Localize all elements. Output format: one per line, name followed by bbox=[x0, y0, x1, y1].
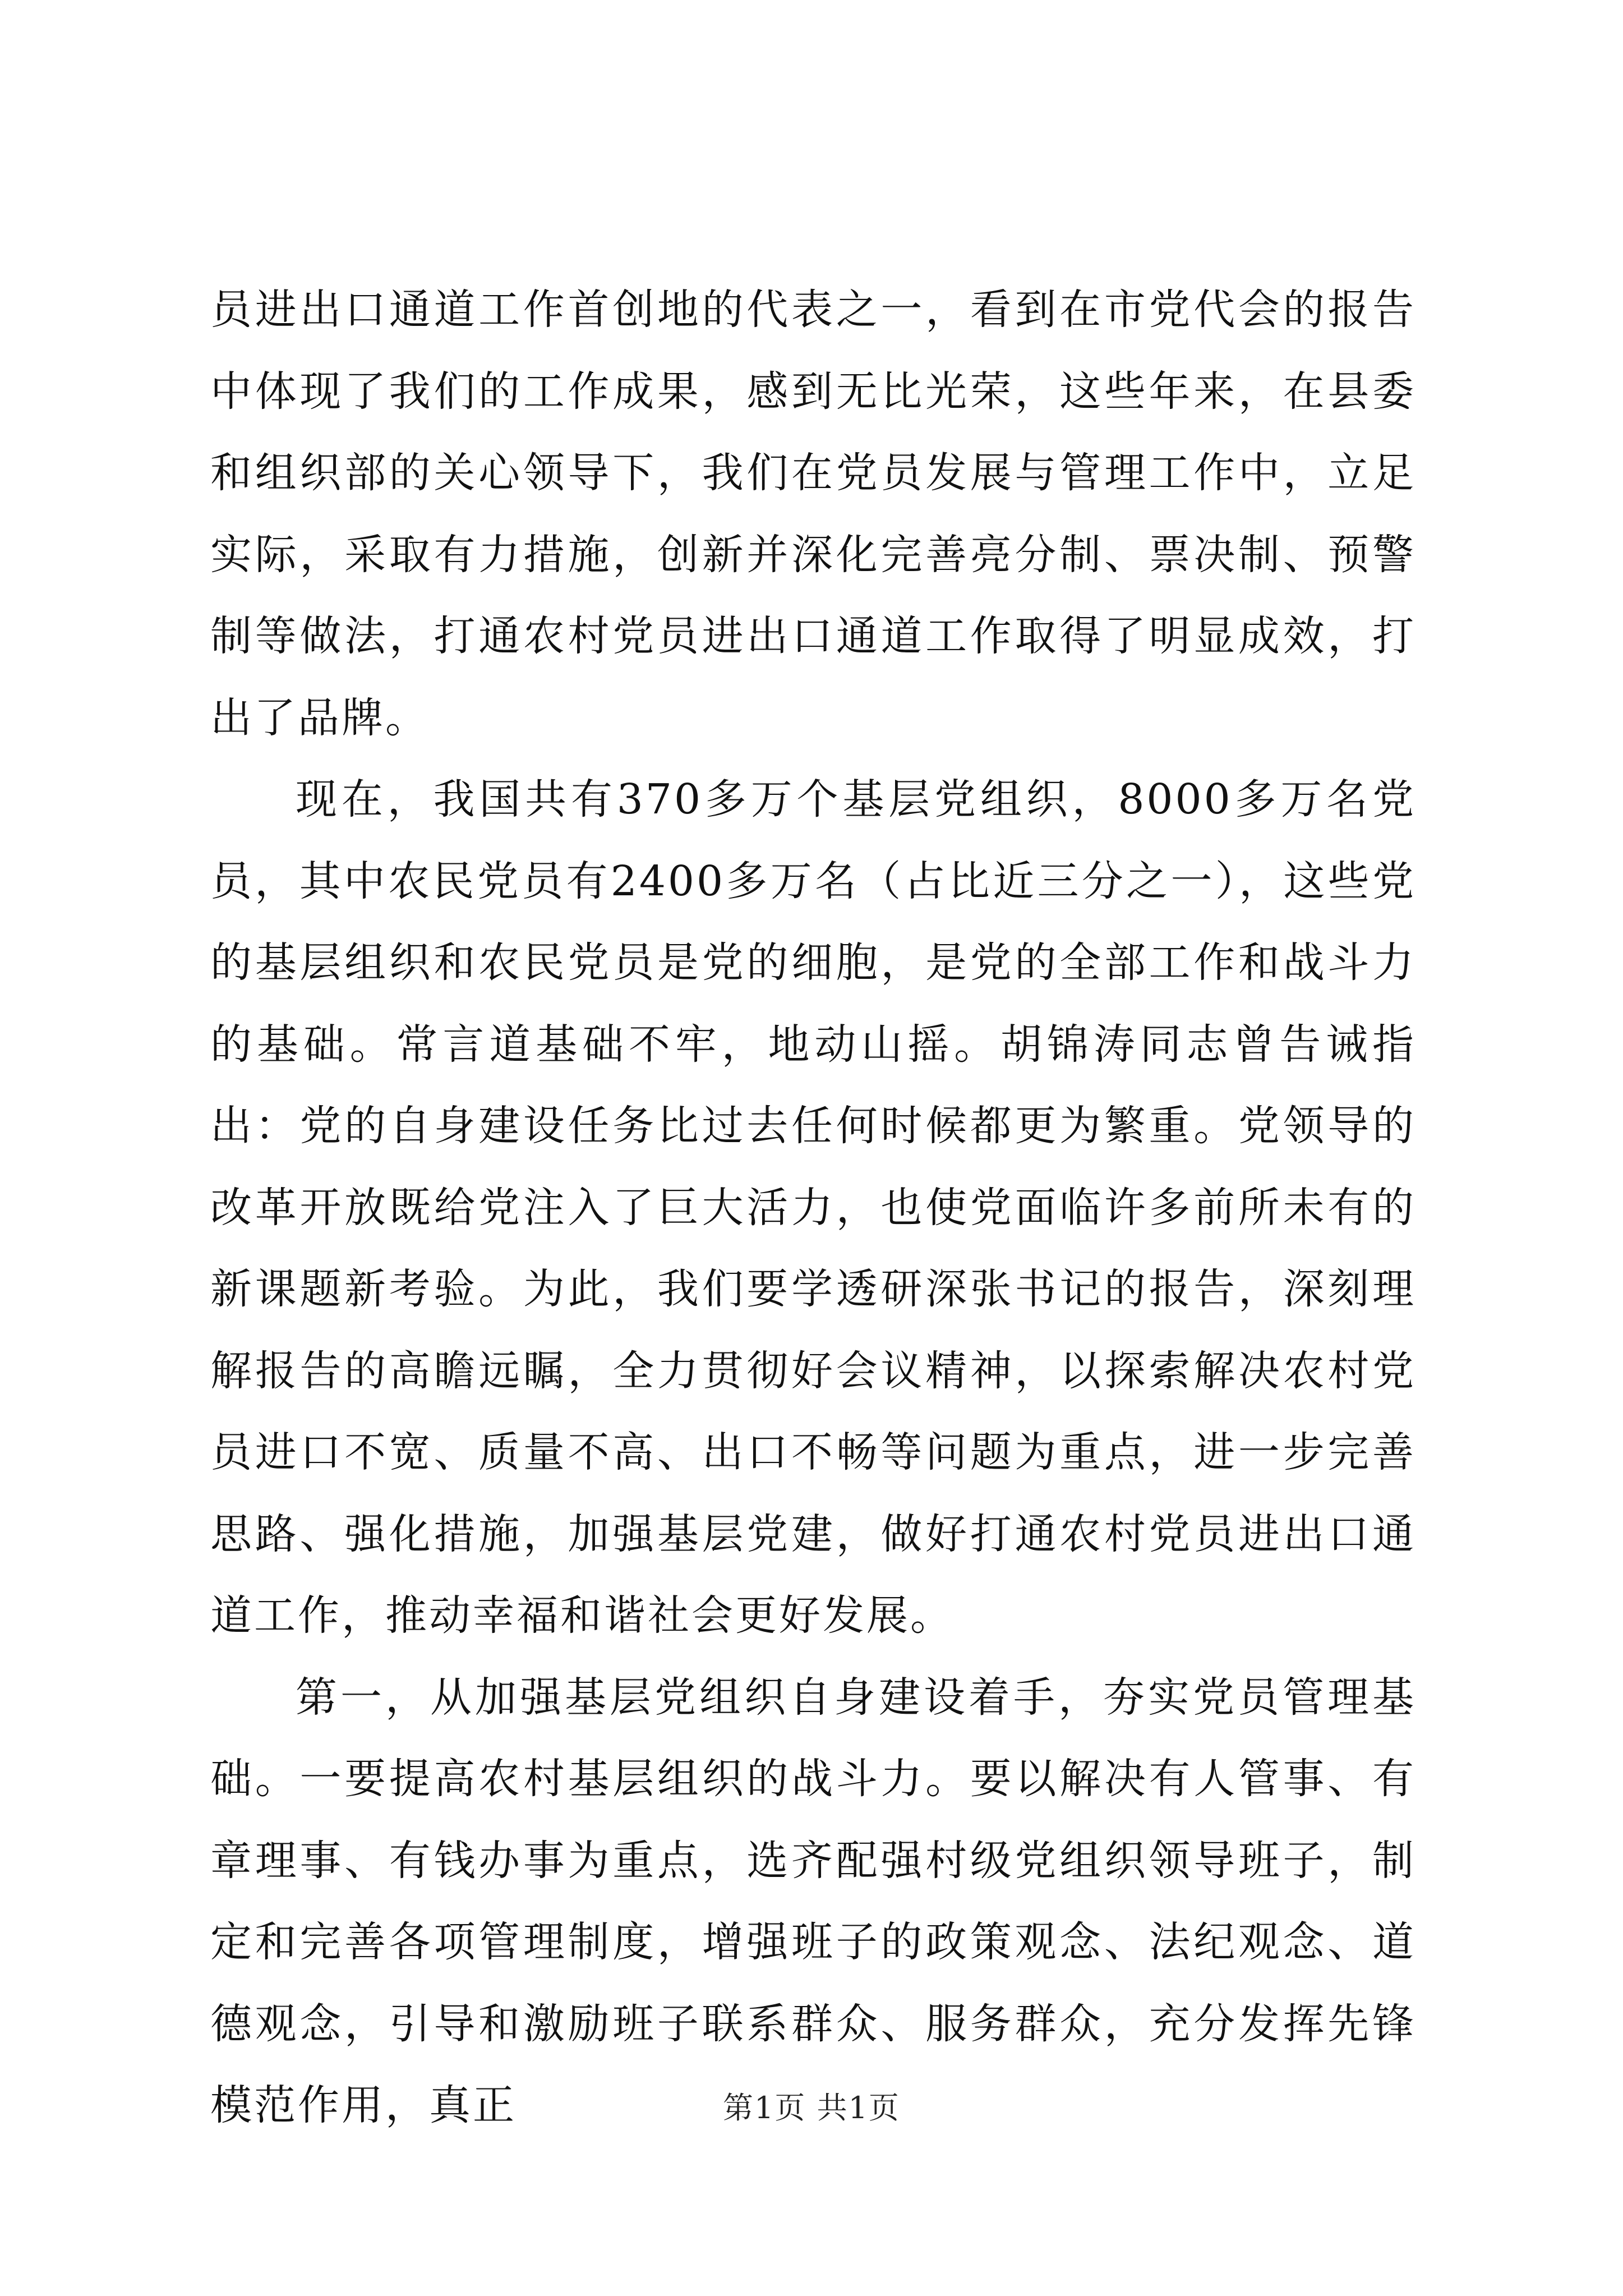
paragraph-continuation: 员进出口通道工作首创地的代表之一，看到在市党代会的报告中体现了我们的工作成果，感到无比光荣，这些年来，在县委和组织部的关心领导下，我们在党员发展与管理工作中，立足实际，采取有力措施，创新并深化完善亮分制、票决制、预警制等做法，打通农村党员进出口通道工作取得了明显成效，打出了品牌。 bbox=[210, 286, 1416, 742]
document-body bbox=[210, 269, 1416, 2147]
paragraph-first-point: 第一，从加强基层党组织自身建设着手，夯实党员管理基础。一要提高农村基层组织的战斗力。要以解决有人管事、有章理事、有钱办事为重点，选齐配强村级党组织领导班子，制定和完善各项管理制度，增强班子的政策观念、法纪观念、道德观念，引导和激励班子联系群众、服务群众，充分发挥先锋模范作用，真正 bbox=[210, 1673, 1416, 2129]
page-footer: 第1页 共1页 bbox=[723, 2090, 900, 2125]
paragraph-grassroots-statistics: 现在，我国共有370多万个基层党组织，8000多万名党员，其中农民党员有2400多万名（占比近三分之一），这些党的基层组织和农民党员是党的细胞，是党的全部工作和战斗力的基础。常言道基础不牢，地动山摇。胡锦涛同志曾告诫指出：党的自身建设任务比过去任何时候都更为繁重。党领导的改革开放既给党注入了巨大活力，也使党面临许多前所未有的新课题新考验。为此，我们要学透研深张书记的报告，深刻理解报告的高瞻远瞩，全力贯彻好会议精神，以探索解决农村党员进口不宽、质量不高、出口不畅等问题为重点，进一步完善思路、强化措施，加强基层党建，做好打通农村党员进出口通道工作，推动幸福和谐社会更好发展。 bbox=[210, 775, 1416, 1640]
